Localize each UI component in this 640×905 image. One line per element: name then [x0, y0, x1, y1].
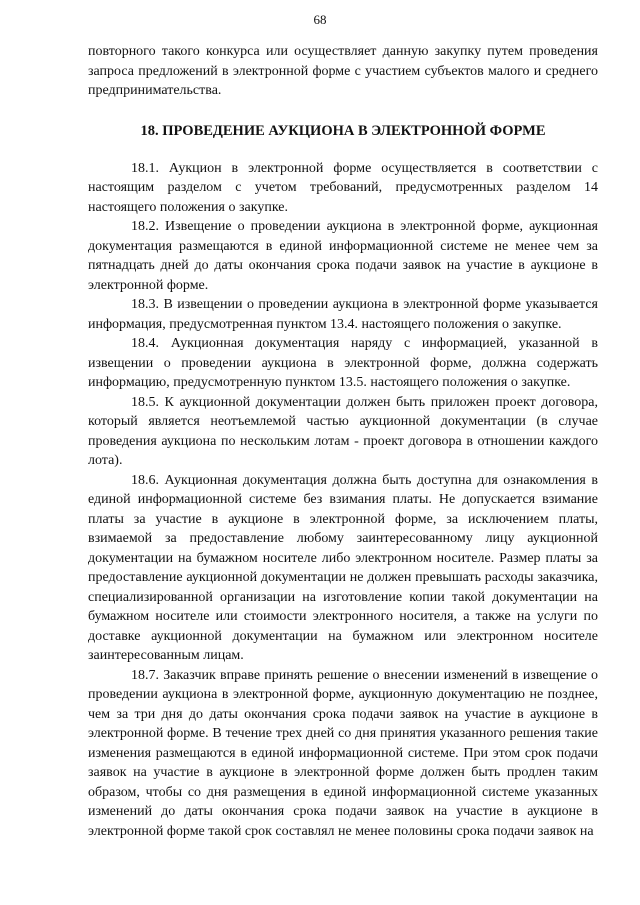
paragraph-18-3: 18.3. В извещении о проведении аукциона в электронной форме указывается информация, предусмотренная пунктом 13.4. настоящего положения о закупке. — [88, 297, 598, 332]
section-heading: 18. ПРОВЕДЕНИЕ АУКЦИОНА В ЭЛЕКТРОННОЙ ФОРМЕ — [140, 122, 546, 139]
paragraph-18-4: 18.4. Аукционная документация наряду с информацией, указанной в извещении о проведении аукциона в электронной форме, должна содержать информацию, предусмотренную пунктом 13.5. настоящего положения о закупке. — [88, 336, 598, 390]
paragraph-18-5: 18.5. К аукционной документации должен быть приложен проект договора, который является неотъемлемой частью аукционной документации (в случае проведения аукциона по нескольким лотам - проект договора в отношении каждого лота). — [88, 394, 598, 468]
page-body — [88, 42, 598, 841]
paragraph-18-2: 18.2. Извещение о проведении аукциона в электронной форме, аукционная документация размещаются в единой информационной системе не менее чем за пятнадцать дней до даты окончания срока подачи заявок на участие в аукционе в электронной форме. — [88, 219, 598, 293]
continuation-paragraph: повторного такого конкурса или осуществляет данную закупку путем проведения запроса предложений в электронной форме с участием субъектов малого и среднего предпринимательства. — [88, 44, 598, 98]
paragraph-18-7: 18.7. Заказчик вправе принять решение о внесении изменений в извещение о проведении аукциона в электронной форме, аукционную документацию не позднее, чем за три дня до даты окончания срока подачи заявок на участие в аукционе в электронной форме. В течение трех дней со дня принятия указанного решения такие изменения размещаются в единой информационной системе. При этом срок подачи заявок на участие в аукционе в электронной форме должен быть продлен таким образом, чтобы со дня размещения в единой информационной системе указанных изменений до даты окончания срока подачи заявок на участие в аукционе в электронной форме такой срок составлял не менее половины срока подачи заявок на — [88, 667, 598, 839]
paragraph-18-6: 18.6. Аукционная документация должна быть доступна для ознакомления в единой информационной системе без взимания платы. Не допускается взимание платы за участие в аукционе в электронной форме, за исключением платы, взимаемой за предоставление любому заинтересованному лицу аукционной документации на бумажном носителе либо электронном носителе. Размер платы за предоставление аукционной документации не должен превышать расходы заказчика, специализированной организации на изготовление копии такой документации на бумажном носителе или стоимости электронного носителя, а также на услуги по доставке аукционной документации на бумажном или электронном носителе заинтересованным лицам. — [88, 472, 598, 663]
page-number: 68 — [313, 12, 327, 27]
paragraph-18-1: 18.1. Аукцион в электронной форме осуществляется в соответствии с настоящим разделом с учетом требований, предусмотренных разделом 14 настоящего положения о закупке. — [88, 160, 598, 215]
